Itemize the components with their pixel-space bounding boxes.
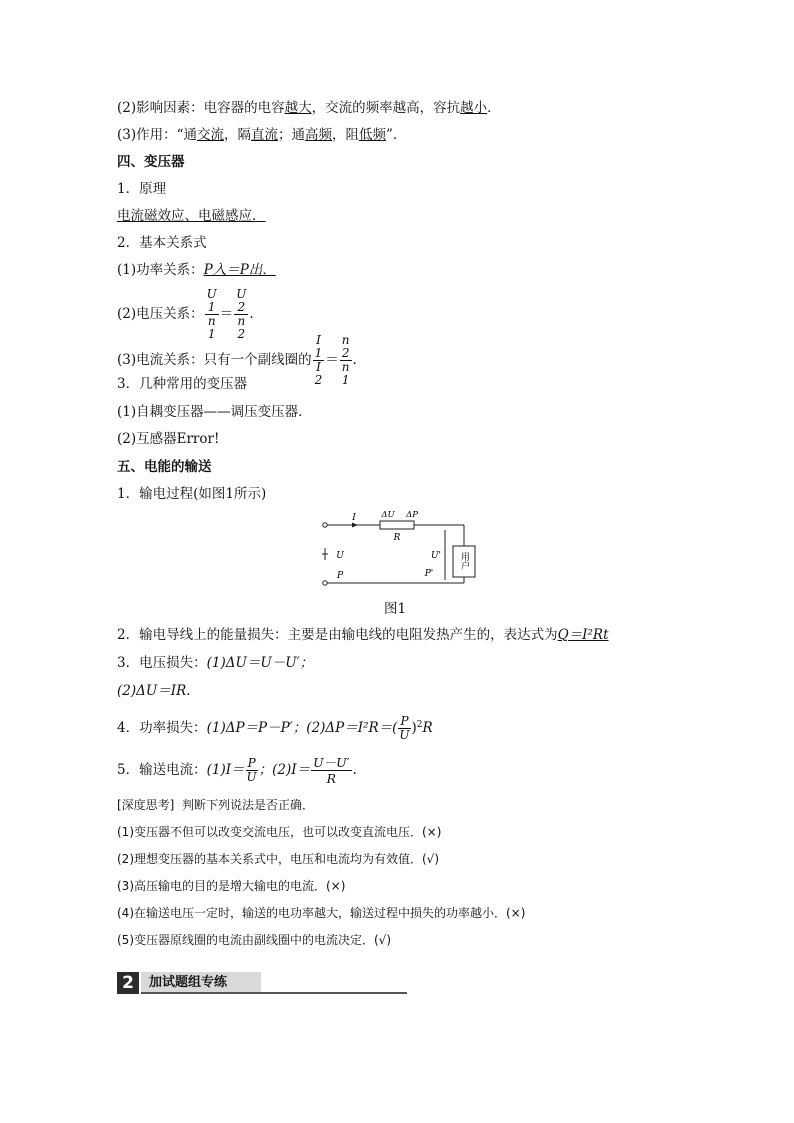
figure-caption: 图1: [384, 601, 407, 617]
label: (2)电压关系：: [117, 306, 204, 322]
formula: (1)I＝: [206, 762, 245, 778]
voltage-loss-1: [117, 654, 313, 672]
power-loss: 4．功率损失：(1)ΔP＝P－P′；(2)ΔP＝I²R＝( $\frac{P}{U}$ )$^2$R: [117, 714, 433, 742]
current-relation: (3)电流关系：只有一个副线圈的 I 1 I 2 ＝ n 2 n 1 .: [117, 333, 357, 387]
label-resistance: R: [393, 533, 401, 543]
label: (3)电流关系：只有一个副线圈的: [117, 352, 312, 368]
label-user: 用户: [459, 552, 469, 570]
section-heading-transformer: 四、变压器: [117, 154, 185, 170]
think-header: [117, 796, 314, 814]
text: ．: [487, 100, 501, 116]
formula: (1)ΔU＝U－U′；: [206, 655, 314, 671]
voltage-relation: (2)电压关系： U 1 n 1 ＝ U 2 n 2 .: [117, 287, 254, 341]
transmission-process: 1．输电过程(如图1所示): [117, 486, 267, 502]
blank-answer: 交流: [197, 127, 225, 143]
formula: (2)ΔU＝IR.: [117, 683, 191, 699]
think-intro: 判断下列说法是否正确．: [182, 798, 315, 812]
formula: (1)ΔP＝P－P′；: [206, 720, 307, 736]
think-item: (5)变压器原线圈的电流由副线圈中的电流决定．(√): [117, 933, 392, 947]
text: 2．输电导线上的能量损失：主要是由输电线的电阻发热产生的，表达式为: [117, 627, 558, 643]
label: (1)功率关系：: [117, 262, 204, 278]
blank-answer: 低频: [359, 127, 387, 143]
label-current: I: [352, 513, 356, 523]
blank-answer: 高频: [305, 127, 333, 143]
label-delta-p: ΔP: [406, 510, 418, 520]
voltage-loss-2: [117, 682, 191, 700]
principle-text: [117, 207, 266, 225]
capacitor-factors-line: [117, 99, 501, 117]
think-item: (3)高压输电的目的是增大输电的电流．(×): [117, 879, 346, 893]
transmission-current: 5．输送电流：(1)I＝ $\frac{P}{U}$ ；(2)I＝ $\frac{U-U'}{R}$ .: [117, 755, 357, 786]
label: 3．电压损失：: [117, 655, 207, 671]
fraction-p-u: $\frac{P}{U}$: [246, 756, 257, 784]
fraction-n2-n1: n 2 n 1: [341, 333, 350, 387]
section-heading-transmission: 五、电能的输送: [117, 459, 212, 475]
fraction-u1-n1: U 1 n 1: [206, 287, 217, 341]
blank-answer: 直流: [251, 127, 279, 143]
blank-answer: 越大: [284, 100, 312, 116]
section-number: 2: [117, 972, 139, 994]
formula: Q＝I²Rt: [557, 627, 609, 643]
text: ；通: [278, 127, 306, 143]
section-title: 加试题组专练: [141, 972, 261, 994]
think-item: (4)在输送电压一定时，输送的电功率越大，输送过程中损失的功率越小．(×): [117, 906, 526, 920]
formula: ；(2)I＝: [258, 762, 311, 778]
blank-answer: 电流磁效应、电磁感应．: [117, 208, 266, 224]
principle-title: 1．原理: [117, 181, 167, 197]
capacitor-function-line: [117, 126, 406, 144]
circuit-diagram: [316, 506, 486, 591]
text: (3)作用：“通: [117, 127, 198, 143]
text: ，交流的频率越高，容抗: [311, 100, 461, 116]
label: 5．输送电流：: [117, 762, 207, 778]
fraction-u2-n2: U 2 n 2: [236, 287, 247, 341]
label-voltage: U: [336, 551, 344, 561]
label: 4．功率损失：: [117, 720, 207, 736]
power-relation: [117, 261, 276, 279]
section-rule: [141, 992, 407, 994]
section-bar: [117, 972, 407, 994]
text: ，阻: [332, 127, 360, 143]
label-delta-u: ΔU: [381, 510, 395, 520]
text: ，隔: [224, 127, 252, 143]
label-voltage-user: U': [430, 551, 442, 561]
fraction-i1-i2: I 1 I 2: [314, 333, 323, 387]
fraction-du-r: $\frac{U-U'}{R}$: [313, 755, 350, 786]
text: (2)影响因素：电容器的电容: [117, 100, 285, 116]
relations-title: 2．基本关系式: [117, 235, 207, 251]
think-item: (1)变压器不但可以改变交流电压，也可以改变直流电压．(×): [117, 825, 442, 839]
autotransformer: (1)自耦变压器——调压变压器．: [117, 404, 312, 420]
label-power: P: [336, 571, 344, 581]
formula: (2)ΔP＝I²R＝(: [306, 720, 398, 736]
mutual-inductor: (2)互感器Error!: [117, 431, 220, 447]
energy-loss: [117, 626, 609, 644]
label-power-user: P': [424, 569, 434, 579]
text: ”．: [386, 127, 407, 143]
blank-answer: 越小: [460, 100, 488, 116]
formula: P入＝P出．: [203, 262, 276, 278]
common-transformers-title: 3．几种常用的变压器: [117, 376, 248, 392]
think-item: (2)理想变压器的基本关系式中，电压和电流均为有效值．(√): [117, 852, 440, 866]
think-title: [深度思考]: [117, 798, 175, 812]
fraction-p-u: $\frac{P}{U}$: [399, 714, 410, 742]
